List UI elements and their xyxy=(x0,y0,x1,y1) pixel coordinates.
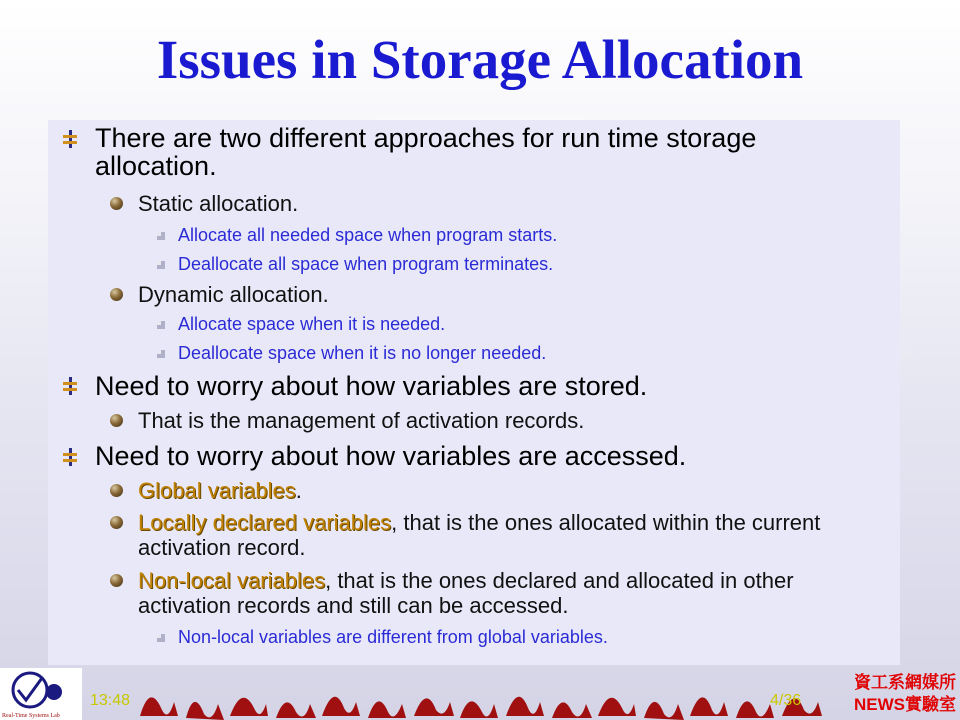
bullet-text: Need to worry about how variables are stored. xyxy=(95,371,648,401)
bullet-rest-text: , that is the ones declared and allocated in other activation records and still can be accessed. xyxy=(138,568,794,618)
bullet-text: Dynamic allocation. xyxy=(138,282,329,307)
level1-bullet-icon xyxy=(62,130,78,148)
bullet-text xyxy=(138,510,888,560)
level2-bullet-icon xyxy=(110,414,123,427)
bullet-text: Static allocation. xyxy=(138,191,299,216)
department-label xyxy=(828,672,956,716)
dept-line-2: NEWS實驗室 xyxy=(854,695,956,714)
level3-bullet-icon xyxy=(156,633,166,643)
highlight-term: Global variables xyxy=(138,478,296,503)
bullet-text: Non-local variables are different from global variables. xyxy=(178,627,608,647)
lab-logo xyxy=(0,668,82,720)
bullet-text: There are two different approaches for run time storage allocation. xyxy=(95,123,757,181)
level2-bullet-icon xyxy=(110,516,123,529)
bullet-text xyxy=(138,478,302,503)
level3-bullet-icon xyxy=(156,320,166,330)
bullet-text: Deallocate all space when program terminates. xyxy=(178,254,554,274)
bullet-text: Need to worry about how variables are accessed. xyxy=(95,441,687,471)
page-number: 4/36 xyxy=(770,692,802,709)
level1-bullet-icon xyxy=(62,448,78,466)
bullet-rest-text: , that is the ones allocated within the current activation record. xyxy=(138,510,821,560)
dept-line-1: 資工系網媒所 xyxy=(854,673,956,692)
level3-bullet-icon xyxy=(156,260,166,270)
level2-bullet-icon xyxy=(110,484,123,497)
bullet-text: Deallocate space when it is no longer needed. xyxy=(178,343,547,363)
bullet-text: Allocate space when it is needed. xyxy=(178,314,446,334)
bullet-rest-text: . xyxy=(295,478,302,503)
logo-caption: Real-Time Systems Lab xyxy=(2,713,60,719)
footer-pattern xyxy=(0,672,960,720)
level2-bullet-icon xyxy=(110,288,123,301)
slide-time: 13:48 xyxy=(90,692,131,709)
level2-bullet-icon xyxy=(110,197,123,210)
bullet-text: That is the management of activation records. xyxy=(138,408,585,433)
bullet-text: Allocate all needed space when program starts. xyxy=(178,225,558,245)
highlight-term: Locally declared variables xyxy=(138,510,392,535)
level3-bullet-icon xyxy=(156,231,166,241)
level3-bullet-icon xyxy=(156,349,166,359)
level1-bullet-icon xyxy=(62,377,78,395)
slide-title: Issues in Storage Allocation xyxy=(156,29,804,90)
bullet-text xyxy=(138,568,888,618)
level2-bullet-icon xyxy=(110,574,123,587)
highlight-term: Non-local variables xyxy=(138,568,326,593)
